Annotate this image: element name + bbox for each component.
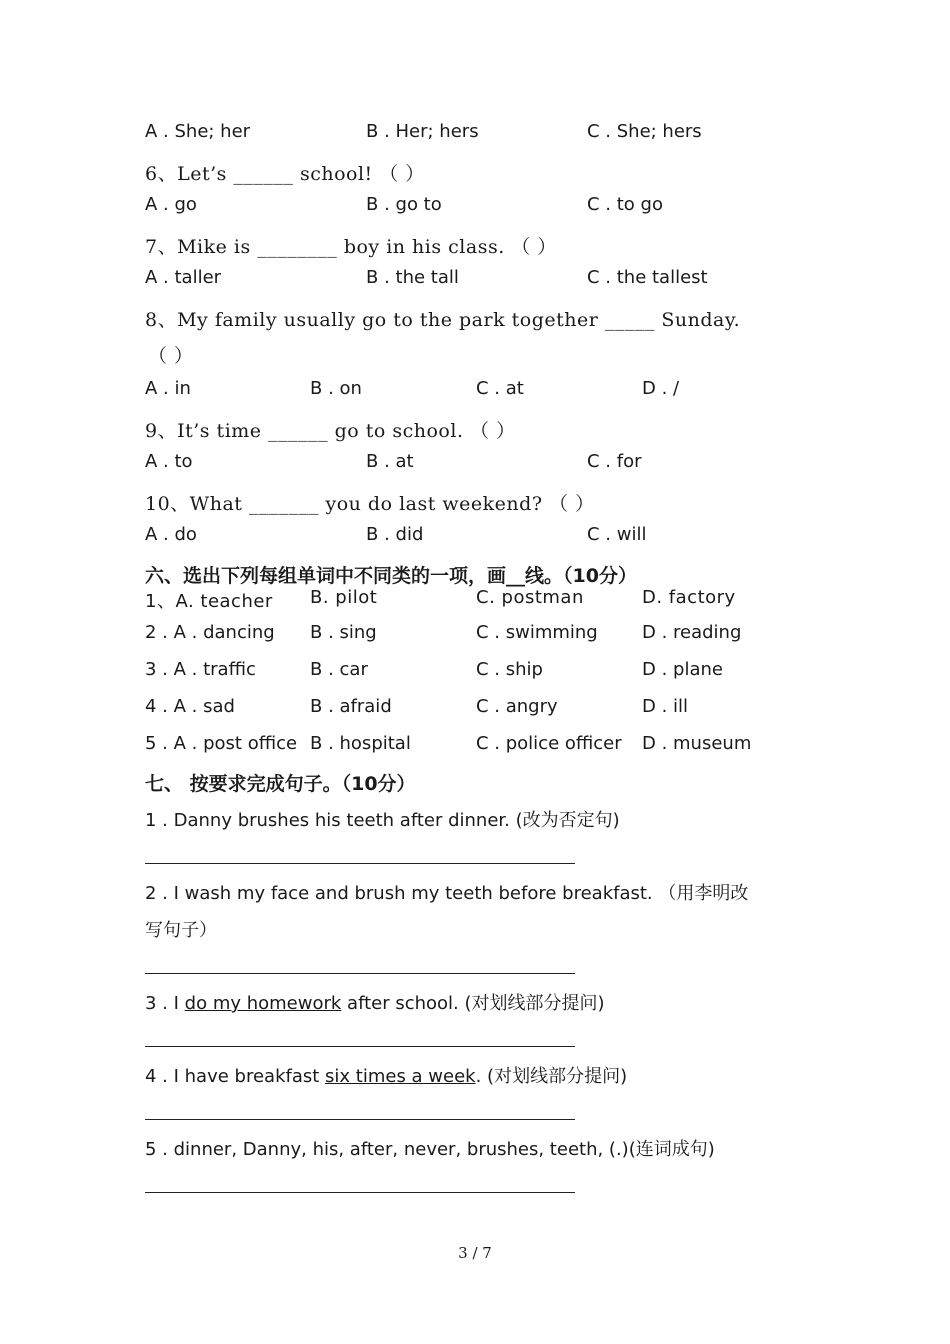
s7-sentence-1: 1 . Danny brushes his teeth after dinner. (改为否定句) [145,810,620,831]
s6-row1-b: B. pilot [310,587,378,608]
s6-row5-b: B . hospital [310,733,411,754]
s6-row3-d: D . plane [642,659,723,680]
q6-option-b: B . go to [366,194,442,215]
s7-sentence-3 [145,989,605,1015]
s6-row2-d: D . reading [642,622,742,643]
q6-question: 6、Let’s ______ school! （ ） [145,163,425,185]
q10-option-a: A . do [145,524,197,545]
q6-option-a: A . go [145,194,197,215]
s6-row3-c: C . ship [476,659,543,680]
q5-option-a: A . She; her [145,121,251,142]
q6-option-c: C . to go [587,194,663,215]
s6-row5-a: 5 . A . post office [145,733,298,754]
s7-answer-line-3 [145,1046,575,1047]
s7-s4-pre: 4 . I have breakfast [145,1066,326,1087]
s6-row4-c: C . angry [476,696,558,717]
q10-question: 10、What _______ you do last weekend? （ ） [145,493,595,515]
q7-option-b: B . the tall [366,267,459,288]
s6-row5-c: C . police officer [476,733,622,754]
s7-sentence-5: 5 . dinner, Danny, his, after, never, brushes, teeth, (.)(连词成句) [145,1139,715,1160]
s6-row2-a: 2 . A . dancing [145,622,275,643]
q5-option-c: C . She; hers [587,121,702,142]
s6-row3-b: B . car [310,659,368,680]
section6-heading: 六、选出下列每组单词中不同类的一项，画__线。（10分） [145,565,637,587]
page-number: 3 / 7 [458,1244,492,1262]
s6-row4-d: D . ill [642,696,689,717]
s6-row1-d: D. factory [642,587,736,608]
s6-row3-a: 3 . A . traffic [145,659,256,680]
q8-option-a: A . in [145,378,191,399]
s7-answer-line-2 [145,973,575,974]
q8-option-c: C . at [476,378,524,399]
s7-s4-underlined: six times a week [325,1066,476,1087]
s7-s4-post: . (对划线部分提问) [475,1066,628,1087]
q8-question: 8、My family usually go to the park together _____ Sunday. [145,309,741,331]
s6-row5-d: D . museum [642,733,752,754]
q10-option-c: C . will [587,524,647,545]
q9-question: 9、It’s time ______ go to school. （ ） [145,420,516,442]
s7-sentence-2-cont: 写句子） [145,920,217,941]
section7-heading: 七、 按要求完成句子。（10分） [145,773,416,795]
q7-question: 7、Mike is ________ boy in his class. （ ） [145,236,557,258]
s6-row2-b: B . sing [310,622,377,643]
s7-answer-line-4 [145,1119,575,1120]
q8-option-d: D . / [642,378,680,399]
s7-s3-post: after school. (对划线部分提问) [341,993,605,1014]
q10-option-b: B . did [366,524,424,545]
q9-option-a: A . to [145,451,193,472]
q9-option-c: C . for [587,451,642,472]
q5-option-b: B . Her; hers [366,121,479,142]
s7-s3-underlined: do my homework [184,993,342,1014]
q8-answer-paren: （ ） [148,345,194,367]
s7-s3-pre: 3 . I [145,993,185,1014]
s6-row4-a: 4 . A . sad [145,696,235,717]
s6-row1-a: 1、A. teacher [145,591,273,612]
s6-row1-c: C. postman [476,587,584,608]
q8-option-b: B . on [310,378,362,399]
s7-sentence-4 [145,1062,627,1088]
s7-answer-line-1 [145,863,575,864]
s6-row2-c: C . swimming [476,622,598,643]
q9-option-b: B . at [366,451,414,472]
s7-sentence-2: 2 . I wash my face and brush my teeth before breakfast. （用李明改 [145,883,749,904]
s6-row4-b: B . afraid [310,696,392,717]
q7-option-c: C . the tallest [587,267,708,288]
q7-option-a: A . taller [145,267,222,288]
s7-answer-line-5 [145,1192,575,1193]
